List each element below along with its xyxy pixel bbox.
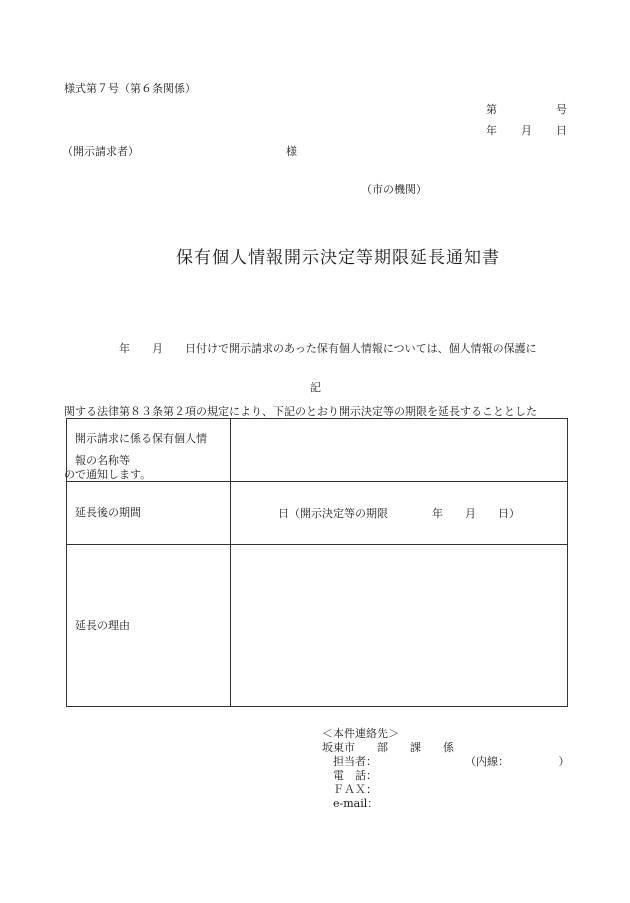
extended-period-label: 延長後の期間	[67, 482, 231, 545]
date-year: 年	[486, 124, 497, 137]
notice-table	[66, 418, 568, 707]
info-name-label: 開示請求に係る保有個人情 報の名称等	[67, 419, 231, 482]
doc-number-suffix: 号	[556, 103, 567, 116]
reason-label: 延長の理由	[67, 545, 231, 707]
date-month: 月	[521, 124, 532, 137]
table-row-extended-period	[67, 482, 568, 545]
contact-phone: 電 話：	[322, 769, 377, 782]
contact-staff: 担当者： （内線： ）	[322, 755, 570, 768]
issuer-label: （市の機関）	[361, 183, 427, 196]
document-title: 保有個人情報開示決定等期限延長通知書	[176, 248, 500, 268]
date-day: 日	[556, 124, 567, 137]
requester-honorific: 様	[286, 145, 297, 158]
doc-number-prefix: 第	[486, 103, 497, 116]
contact-department: 坂東市 部 課 係	[322, 741, 454, 754]
contact-heading: ＜本件連絡先＞	[322, 727, 399, 740]
body-line-1: 年 月 日付けで開示請求のあった保有個人情報については、個人情報の保護に	[64, 342, 537, 355]
info-name-value	[231, 419, 568, 482]
table-row-info-name	[67, 419, 568, 482]
body-line-2: 関する法律第８３条第２項の規定により、下記のとおり開示決定等の期限を延長することとした	[64, 405, 537, 418]
requester-label: （開示請求者）	[62, 145, 139, 158]
form-number: 様式第７号（第６条関係）	[64, 82, 196, 95]
contact-block	[322, 727, 570, 811]
ki-heading: 記	[310, 381, 321, 394]
table-row-reason	[67, 545, 568, 707]
contact-email: e-mail：	[322, 797, 379, 810]
extended-period-value: 日（開示決定等の期限 年 月 日）	[231, 482, 568, 545]
contact-fax: ＦＡＸ：	[322, 783, 377, 796]
reason-value	[231, 545, 568, 707]
body-line-3: ので通知します。	[64, 468, 152, 481]
